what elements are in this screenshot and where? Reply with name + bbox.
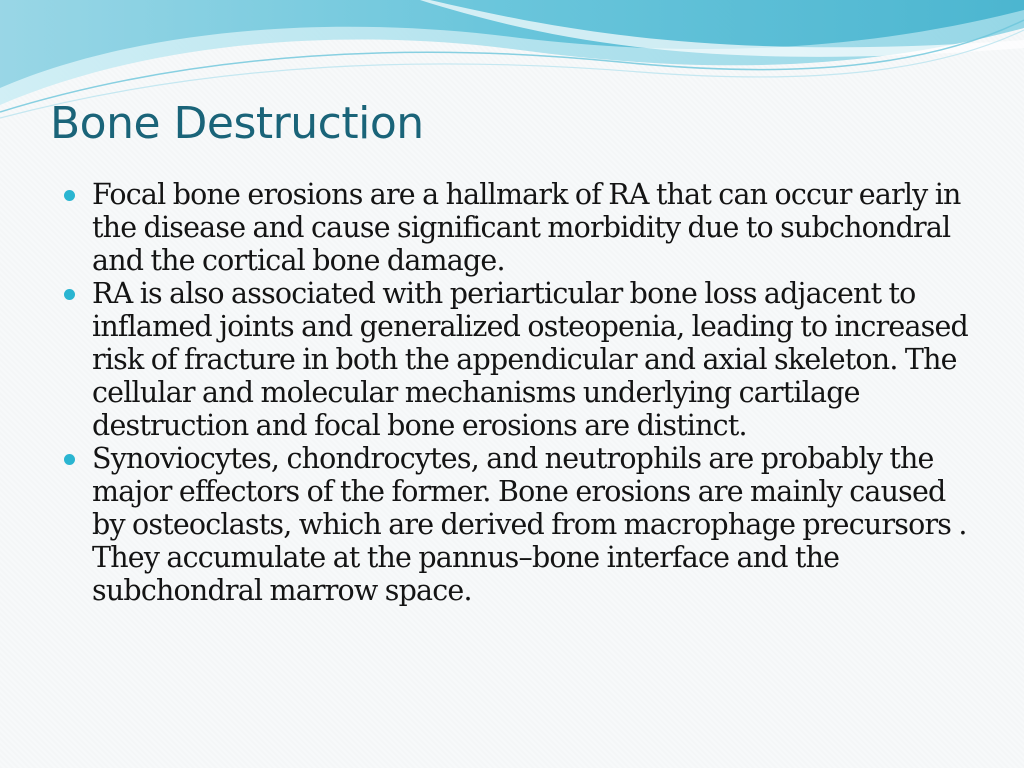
bullet-text: RA is also associated with periarticular bone loss adjacent to inflamed joints and generalized osteopenia, leading to increased risk of fracture in both the appendicular and axial skeleton. The cellular and molecular mechanisms underlying cartilage destruction and focal bone erosions are distinct. [92,277,968,442]
bullet-list [60,178,970,607]
bullet-text: Synoviocytes, chondrocytes, and neutrophils are probably the major effectors of the former. Bone erosions are mainly caused by osteoclasts, which are derived from macrophage precursors . They accumulate at the pannus–bone interface and the subchondral marrow space. [92,442,967,607]
bullet-item [60,442,970,607]
bullet-dot-icon [64,190,75,201]
bullet-dot-icon [64,289,75,300]
bullet-text: Focal bone erosions are a hallmark of RA that can occur early in the disease and cause significant morbidity due to subchondral and the cortical bone damage. [92,178,961,277]
bullet-item [60,178,970,277]
slide-title: Bone Destruction [50,98,424,149]
bullet-item [60,277,970,442]
bullet-dot-icon [64,454,75,465]
